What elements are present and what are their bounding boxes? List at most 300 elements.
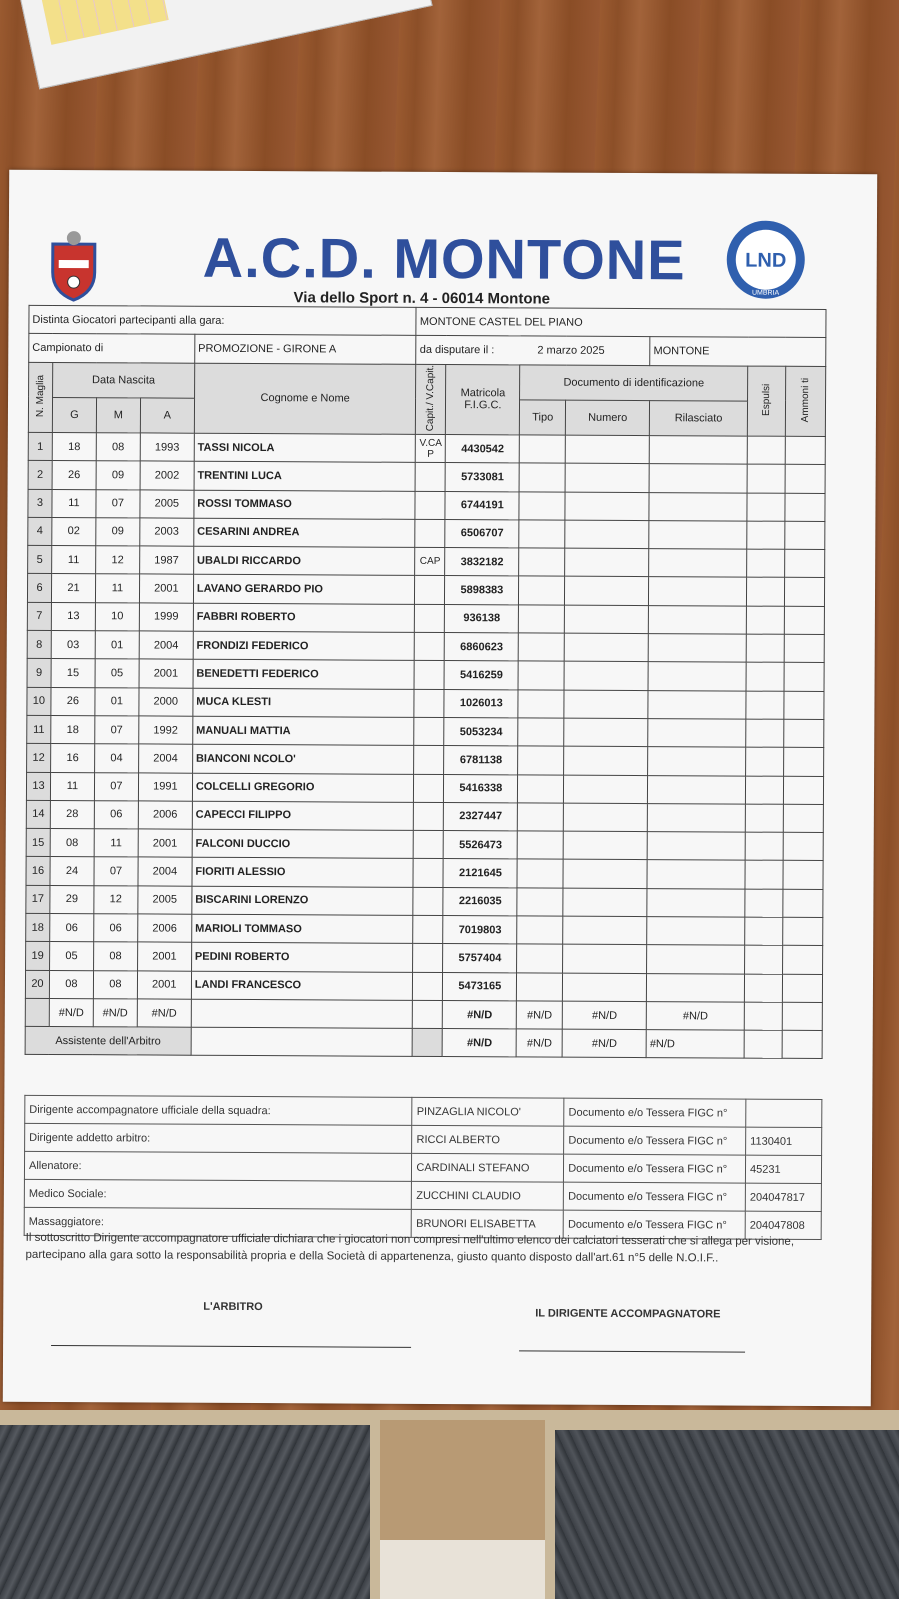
matricola: 936138 [445, 604, 519, 633]
staff-doc-number: 1130401 [746, 1127, 822, 1155]
doc-rilasciato [648, 690, 746, 719]
doc-numero [564, 661, 648, 690]
match-venue: MONTONE [650, 337, 826, 366]
assistente-rilasciato: #N/D [646, 1030, 744, 1059]
na-m: #N/D [93, 999, 137, 1028]
table-row [27, 630, 824, 662]
table-row [26, 913, 823, 945]
campionato-value: PROMOZIONE - GIRONE A [195, 335, 417, 364]
espulsi [746, 719, 784, 747]
assistente-cap [413, 1029, 443, 1057]
birth-month: 08 [96, 433, 140, 462]
matricola: 5757404 [443, 944, 517, 973]
ammoniti [784, 663, 824, 692]
birth-year: 2004 [138, 744, 192, 773]
staff-role: Allenatore: [24, 1151, 412, 1181]
staff-row [25, 1123, 822, 1155]
espulsi [747, 436, 785, 464]
table-row [26, 857, 823, 889]
corner-grid [35, 0, 169, 45]
doc-numero [563, 944, 647, 973]
lnd-logo-icon [725, 218, 807, 300]
doc-tipo [518, 746, 564, 775]
birth-day: 11 [52, 546, 96, 575]
ammoniti [784, 719, 824, 748]
captain-mark [414, 661, 444, 689]
matricola: 5416338 [444, 774, 518, 803]
birth-year: 1992 [139, 716, 193, 745]
espulsi [747, 464, 785, 492]
doc-tipo [518, 803, 564, 832]
matricola: 5473165 [443, 972, 517, 1001]
player-number: 9 [27, 659, 51, 687]
birth-day: 13 [51, 602, 95, 631]
table-row [26, 942, 823, 974]
ammoniti [784, 691, 824, 720]
staff-doc-label: Documento e/o Tessera FIGC n° [563, 1210, 745, 1239]
birth-month: 01 [95, 687, 139, 716]
ammoniti [785, 493, 825, 522]
player-name: MUCA KLESTI [193, 688, 415, 717]
doc-rilasciato [649, 577, 747, 606]
birth-month: 06 [94, 800, 138, 829]
doc-rilasciato [648, 747, 746, 776]
birth-year: 2006 [138, 914, 192, 943]
birth-day: 28 [50, 800, 94, 829]
birth-year: 2001 [139, 574, 193, 603]
captain-mark [415, 491, 445, 519]
staff-row [24, 1151, 821, 1183]
doc-numero [565, 492, 649, 521]
birth-year: 2005 [138, 886, 192, 915]
table-row [26, 828, 823, 860]
birth-year: 2001 [137, 942, 191, 971]
doc-rilasciato [648, 775, 746, 804]
espulsi [747, 578, 785, 606]
birth-year: 2000 [139, 688, 193, 717]
birth-month: 09 [96, 518, 140, 547]
birth-day: 29 [50, 885, 94, 914]
na-g: #N/D [49, 998, 93, 1027]
birth-year: 1999 [139, 603, 193, 632]
espulsi [746, 691, 784, 719]
captain-mark [415, 632, 445, 660]
assistente-ammoniti [782, 1030, 822, 1059]
left-leg [0, 1425, 370, 1599]
staff-doc-label: Documento e/o Tessera FIGC n° [564, 1126, 746, 1155]
player-number: 16 [26, 857, 50, 885]
arbitro-signature-label: L'ARBITRO [203, 1300, 263, 1314]
col-matricola: Matricola F.I.G.C. [446, 364, 520, 435]
na-name [191, 999, 413, 1028]
col-rilasciato: Rilasciato [650, 400, 748, 436]
col-ammoniti-text: Ammoni ti [799, 377, 812, 422]
captain-mark [413, 915, 443, 943]
ammoniti [783, 776, 823, 805]
doc-numero [565, 548, 649, 577]
doc-rilasciato [647, 973, 745, 1002]
captain-mark [415, 576, 445, 604]
doc-numero [564, 803, 648, 832]
staff-doc-label: Documento e/o Tessera FIGC n° [564, 1154, 746, 1183]
birth-month: 12 [96, 546, 140, 575]
player-name: CESARINI ANDREA [194, 518, 416, 547]
espulsi [746, 662, 784, 690]
table-row [27, 602, 824, 634]
birth-month: 04 [95, 744, 139, 773]
birth-year: 2003 [140, 518, 194, 547]
col-tipo: Tipo [520, 400, 566, 435]
players-table [25, 305, 827, 1060]
player-number: 18 [26, 913, 50, 941]
player-name: COLCELLI GREGORIO [192, 773, 414, 802]
na-ammoniti [782, 1002, 822, 1031]
captain-mark [413, 972, 443, 1000]
matricola: 2121645 [443, 859, 517, 888]
staff-role: Dirigente accompagnatore ufficiale della squadra: [25, 1095, 413, 1125]
birth-day: 15 [51, 659, 95, 688]
birth-month: 05 [95, 659, 139, 688]
birth-day: 11 [50, 772, 94, 801]
birth-month: 07 [94, 772, 138, 801]
birth-year: 2001 [137, 970, 191, 999]
birth-year: 2002 [140, 461, 194, 490]
table-row [27, 687, 824, 719]
assistente-numero: #N/D [562, 1029, 646, 1058]
assistente-mat: #N/D [442, 1029, 516, 1058]
espulsi [745, 776, 783, 804]
doc-tipo [518, 690, 564, 719]
espulsi [746, 606, 784, 634]
na-mat: #N/D [443, 1000, 517, 1029]
birth-day: 21 [51, 574, 95, 603]
birth-day: 03 [51, 630, 95, 659]
captain-mark [415, 604, 445, 632]
doc-tipo [520, 435, 566, 464]
espulsi [747, 521, 785, 549]
table-row [27, 659, 824, 691]
na-cap [413, 1000, 443, 1028]
espulsi [746, 747, 784, 775]
na-tipo: #N/D [517, 1001, 563, 1030]
col-numero: Numero [566, 400, 650, 436]
staff-name: RICCI ALBERTO [412, 1125, 564, 1154]
player-name: TRENTINI LUCA [194, 461, 416, 490]
lnd-logo-text: LND [745, 249, 787, 272]
espulsi [745, 917, 783, 945]
ammoniti [782, 974, 822, 1003]
birth-year: 2001 [139, 659, 193, 688]
player-name: CAPECCI FILIPPO [192, 801, 414, 830]
matricola: 5053234 [444, 717, 518, 746]
col-a: A [140, 398, 194, 433]
birth-month: 07 [95, 716, 139, 745]
doc-tipo [517, 859, 563, 888]
staff-row [25, 1095, 822, 1127]
doc-numero [565, 577, 649, 606]
birth-month: 12 [94, 885, 138, 914]
doc-rilasciato [647, 832, 745, 861]
player-number: 4 [28, 517, 52, 545]
doc-tipo [518, 661, 564, 690]
disputare-text: da disputare il : [419, 343, 495, 357]
birth-day: 11 [52, 489, 96, 518]
na-rilasciato: #N/D [646, 1001, 744, 1030]
birth-year: 2005 [140, 489, 194, 518]
background-object [380, 1420, 545, 1540]
espulsi [747, 549, 785, 577]
player-number: 13 [26, 772, 50, 800]
player-number: 5 [28, 545, 52, 573]
captain-mark [415, 519, 445, 547]
staff-role: Massaggiatore: [24, 1207, 412, 1237]
campionato-label: Campionato di [29, 334, 195, 363]
arbitro-signature-line [51, 1345, 411, 1348]
doc-rilasciato [647, 803, 745, 832]
player-number: 10 [27, 687, 51, 715]
staff-doc-number: 204047817 [745, 1183, 821, 1211]
col-documento: Documento di identificazione [520, 365, 748, 401]
ammoniti [783, 832, 823, 861]
player-name: TASSI NICOLA [194, 433, 416, 462]
captain-mark [415, 463, 445, 491]
col-ammoniti [785, 366, 825, 437]
player-number: 12 [27, 744, 51, 772]
birth-day: 02 [52, 517, 96, 546]
doc-tipo [518, 774, 564, 803]
doc-numero [565, 463, 649, 492]
birth-month: 07 [96, 489, 140, 518]
birth-month: 10 [95, 602, 139, 631]
ammoniti [784, 606, 824, 635]
doc-numero [565, 605, 649, 634]
ammoniti [785, 549, 825, 578]
table-row [26, 885, 823, 917]
staff-doc-label: Documento e/o Tessera FIGC n° [564, 1098, 746, 1127]
doc-numero [563, 860, 647, 889]
match-name: MONTONE CASTEL DEL PIANO [416, 307, 826, 337]
staff-doc-label: Documento e/o Tessera FIGC n° [564, 1182, 746, 1211]
birth-day: 16 [51, 744, 95, 773]
disputare-label [416, 336, 650, 366]
doc-rilasciato [648, 605, 746, 634]
matricola: 6744191 [445, 491, 519, 520]
table-row [25, 970, 822, 1002]
staff-name: CARDINALI STEFANO [412, 1153, 564, 1182]
table-row [26, 772, 823, 804]
doc-rilasciato [647, 860, 745, 889]
doc-rilasciato [647, 917, 745, 946]
staff-doc-number [746, 1099, 822, 1127]
player-name: ROSSI TOMMASO [194, 490, 416, 519]
espulsi [745, 945, 783, 973]
doc-rilasciato [649, 492, 747, 521]
doc-tipo [519, 520, 565, 549]
declaration-text: Il sottoscritto Dirigente accompagnatore ufficiale dichiara che i giocatori non compresi nell'ultimo elenco dei calciatori tesserati che si allega per visione, partecipano alla gara sotto la responsabilità propria e della Società di appartenenza, giusto quanto disposto dall'art.61 n°5 delle N.O.I.F.. [25, 1231, 795, 1265]
col-m: M [96, 397, 140, 432]
birth-month: 08 [93, 970, 137, 999]
birth-year: 2006 [138, 801, 192, 830]
espulsi [744, 974, 782, 1002]
birth-month: 01 [95, 631, 139, 660]
player-name: UBALDI RICCARDO [193, 546, 415, 575]
captain-mark [413, 859, 443, 887]
doc-numero [564, 690, 648, 719]
doc-numero [564, 746, 648, 775]
captain-mark: V.CA P [416, 434, 446, 462]
ammoniti [783, 804, 823, 833]
birth-month: 09 [96, 461, 140, 490]
birth-month: 11 [95, 574, 139, 603]
staff-doc-number: 45231 [745, 1155, 821, 1183]
espulsi [745, 804, 783, 832]
matricola: 5733081 [445, 463, 519, 492]
espulsi [745, 860, 783, 888]
player-name: LAVANO GERARDO PIO [193, 575, 415, 604]
doc-tipo [519, 548, 565, 577]
player-name: LANDI FRANCESCO [191, 971, 413, 1000]
player-name: BENEDETTI FEDERICO [193, 660, 415, 689]
staff-role: Medico Sociale: [24, 1179, 412, 1209]
matricola: 1026013 [444, 689, 518, 718]
player-number: 15 [26, 828, 50, 856]
doc-numero [563, 831, 647, 860]
doc-numero [563, 888, 647, 917]
doc-tipo [519, 463, 565, 492]
birth-day: 08 [49, 970, 93, 999]
matricola: 5898383 [445, 576, 519, 605]
doc-tipo [518, 718, 564, 747]
col-maglia [28, 362, 52, 432]
player-name: FALCONI DUCCIO [192, 829, 414, 858]
distinta-label: Distinta Giocatori partecipanti alla gara: [29, 305, 417, 335]
matricola: 6506707 [445, 519, 519, 548]
club-title: A.C.D. MONTONE [202, 225, 686, 292]
assistente-espulsi [744, 1030, 782, 1058]
doc-tipo [519, 576, 565, 605]
staff-row [24, 1179, 821, 1211]
birth-month: 08 [93, 942, 137, 971]
player-number: 6 [27, 574, 51, 602]
player-number: 17 [26, 885, 50, 913]
captain-mark: CAP [415, 547, 445, 575]
player-name: MANUALI MATTIA [193, 716, 415, 745]
doc-rilasciato [649, 520, 747, 549]
captain-mark [414, 830, 444, 858]
ammoniti [783, 861, 823, 890]
col-capit [416, 364, 446, 434]
birth-month: 11 [94, 829, 138, 858]
table-row [28, 489, 825, 521]
birth-year: 1993 [140, 433, 194, 462]
birth-year: 1987 [140, 546, 194, 575]
doc-tipo [517, 888, 563, 917]
table-row [26, 800, 823, 832]
doc-rilasciato [649, 549, 747, 578]
captain-mark [414, 774, 444, 802]
col-g: G [52, 397, 96, 432]
na-row-num [25, 998, 49, 1026]
table-row [27, 715, 824, 747]
table-row [28, 517, 825, 549]
matricola: 7019803 [443, 916, 517, 945]
table-row [28, 545, 825, 577]
ammoniti [784, 634, 824, 663]
doc-tipo [517, 944, 563, 973]
doc-numero [564, 633, 648, 662]
doc-numero [563, 973, 647, 1002]
birth-month: 07 [94, 857, 138, 886]
player-name: FIORITI ALESSIO [192, 858, 414, 887]
ammoniti [785, 521, 825, 550]
doc-rilasciato [647, 888, 745, 917]
col-data-nascita: Data Nascita [53, 362, 195, 398]
doc-numero [564, 775, 648, 804]
doc-rilasciato [648, 634, 746, 663]
match-date: 2 marzo 2025 [537, 344, 605, 357]
doc-tipo [517, 916, 563, 945]
captain-mark [414, 689, 444, 717]
doc-numero [564, 718, 648, 747]
player-number: 3 [28, 489, 52, 517]
dirigente-signature-label: IL DIRIGENTE ACCOMPAGNATORE [535, 1307, 721, 1321]
matricola: 2327447 [444, 802, 518, 831]
table-row [27, 744, 824, 776]
staff-table [24, 1095, 823, 1240]
club-crest-icon [47, 230, 101, 302]
matricola: 4430542 [446, 434, 520, 463]
col-nome: Cognome e Nome [194, 363, 416, 435]
doc-rilasciato [649, 464, 747, 493]
col-maglia-text: N. Maglia [34, 374, 47, 417]
player-number: 11 [27, 715, 51, 743]
background-object [380, 1540, 545, 1599]
espulsi [745, 832, 783, 860]
birth-day: 24 [50, 857, 94, 886]
table-row [28, 461, 825, 493]
doc-numero [563, 916, 647, 945]
staff-doc-number: 204047808 [745, 1211, 821, 1239]
staff-name: PINZAGLIA NICOLO' [412, 1097, 564, 1126]
player-name: PEDINI ROBERTO [191, 942, 413, 971]
lnd-logo-sub: UMBRIA [751, 289, 780, 297]
espulsi [745, 889, 783, 917]
player-number: 1 [28, 432, 52, 460]
doc-rilasciato [648, 662, 746, 691]
dirigente-signature-line [519, 1350, 745, 1352]
col-espulsi-text: Espulsi [760, 383, 773, 416]
ammoniti [783, 917, 823, 946]
ammoniti [783, 889, 823, 918]
birth-month: 06 [94, 914, 138, 943]
table-row [27, 574, 824, 606]
matricola: 3832182 [445, 548, 519, 577]
col-espulsi [747, 366, 785, 437]
birth-day: 26 [51, 687, 95, 716]
doc-tipo [519, 491, 565, 520]
player-number: 8 [27, 630, 51, 658]
doc-rilasciato [647, 945, 745, 974]
birth-day: 26 [52, 461, 96, 490]
ammoniti [785, 465, 825, 494]
birth-day: 06 [50, 913, 94, 942]
col-capit-text: Capit./ V.Capit. [425, 364, 437, 431]
right-leg [555, 1430, 899, 1599]
player-rows [25, 432, 825, 1002]
birth-day: 18 [51, 715, 95, 744]
table-row [28, 432, 825, 464]
doc-numero [565, 435, 649, 464]
